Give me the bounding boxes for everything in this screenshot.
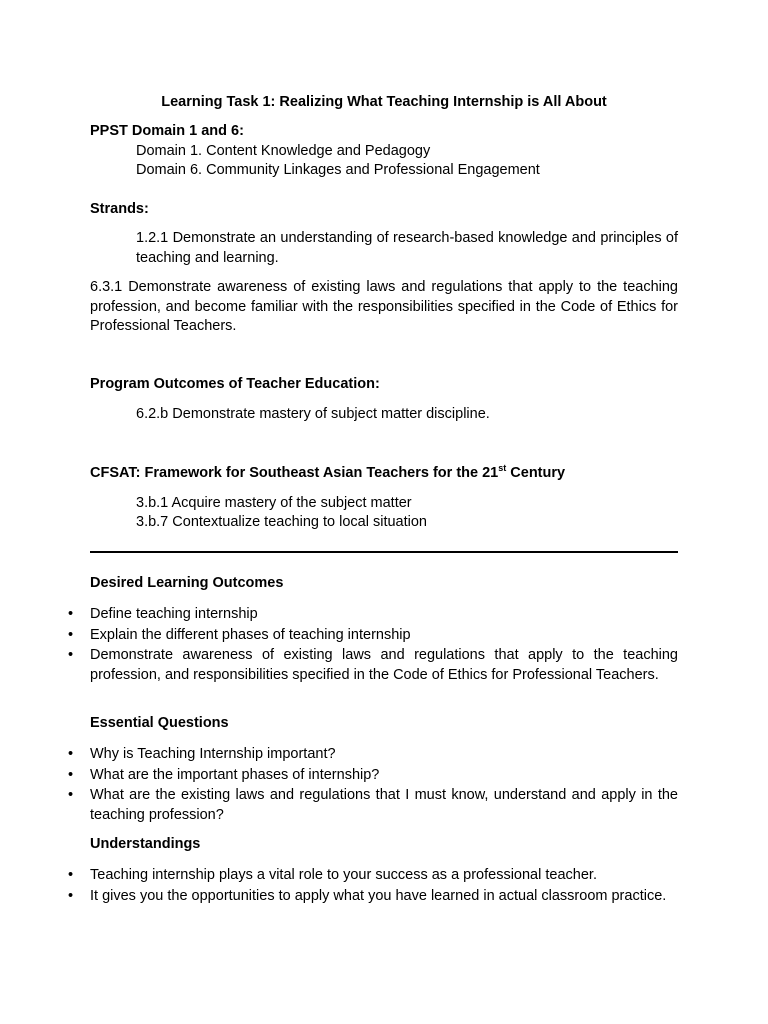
strand-1-2-1: 1.2.1 Demonstrate an understanding of research-based knowledge and principles of teaching and learning. [136, 230, 678, 266]
list-item: • Demonstrate awareness of existing laws and regulations that apply to the teaching profession, and responsibilities specified in the Code of Ethics for Professional Teachers. [90, 646, 678, 685]
cfsat-item-1: 3.b.1 Acquire mastery of the subject matter [136, 495, 412, 511]
list-item: • Explain the different phases of teaching internship [90, 626, 678, 646]
essential-questions-heading: Essential Questions [90, 715, 229, 731]
list-item: • What are the existing laws and regulations that I must know, understand and apply in the teaching profession? [90, 786, 678, 825]
cfsat-heading: CFSAT: Framework for Southeast Asian Teachers for the 21st Century [90, 463, 566, 481]
list-item: • What are the important phases of internship? [90, 766, 678, 786]
cfsat-item-2: 3.b.7 Contextualize teaching to local situation [136, 514, 427, 530]
ppst-domain-1: Domain 1. Content Knowledge and Pedagogy [136, 143, 431, 159]
strand-6-3-1: 6.3.1 Demonstrate awareness of existing laws and regulations that apply to the teaching profession, and become familiar with the responsibilities specified in the Code of Ethics for Professional Teachers. [90, 279, 678, 334]
desired-outcomes-heading: Desired Learning Outcomes [90, 575, 284, 591]
essential-questions-list [90, 745, 678, 825]
page-title: Learning Task 1: Realizing What Teaching Internship is All About [161, 94, 607, 110]
understandings-heading: Understandings [90, 836, 201, 852]
list-item: • Define teaching internship [90, 605, 678, 625]
program-outcome-item: 6.2.b Demonstrate mastery of subject matter discipline. [136, 406, 490, 422]
list-item: • Why is Teaching Internship important? [90, 745, 678, 765]
desired-outcomes-list [90, 605, 678, 685]
list-item: • It gives you the opportunities to apply what you have learned in actual classroom practice. [90, 887, 678, 907]
understandings-list [90, 866, 678, 906]
ppst-domain-6: Domain 6. Community Linkages and Professional Engagement [136, 162, 540, 178]
program-outcomes-heading: Program Outcomes of Teacher Education: [90, 376, 380, 392]
list-item: • Teaching internship plays a vital role to your success as a professional teacher. [90, 866, 678, 886]
section-divider [90, 551, 678, 553]
ppst-heading: PPST Domain 1 and 6: [90, 123, 244, 139]
strands-heading: Strands: [90, 201, 149, 217]
